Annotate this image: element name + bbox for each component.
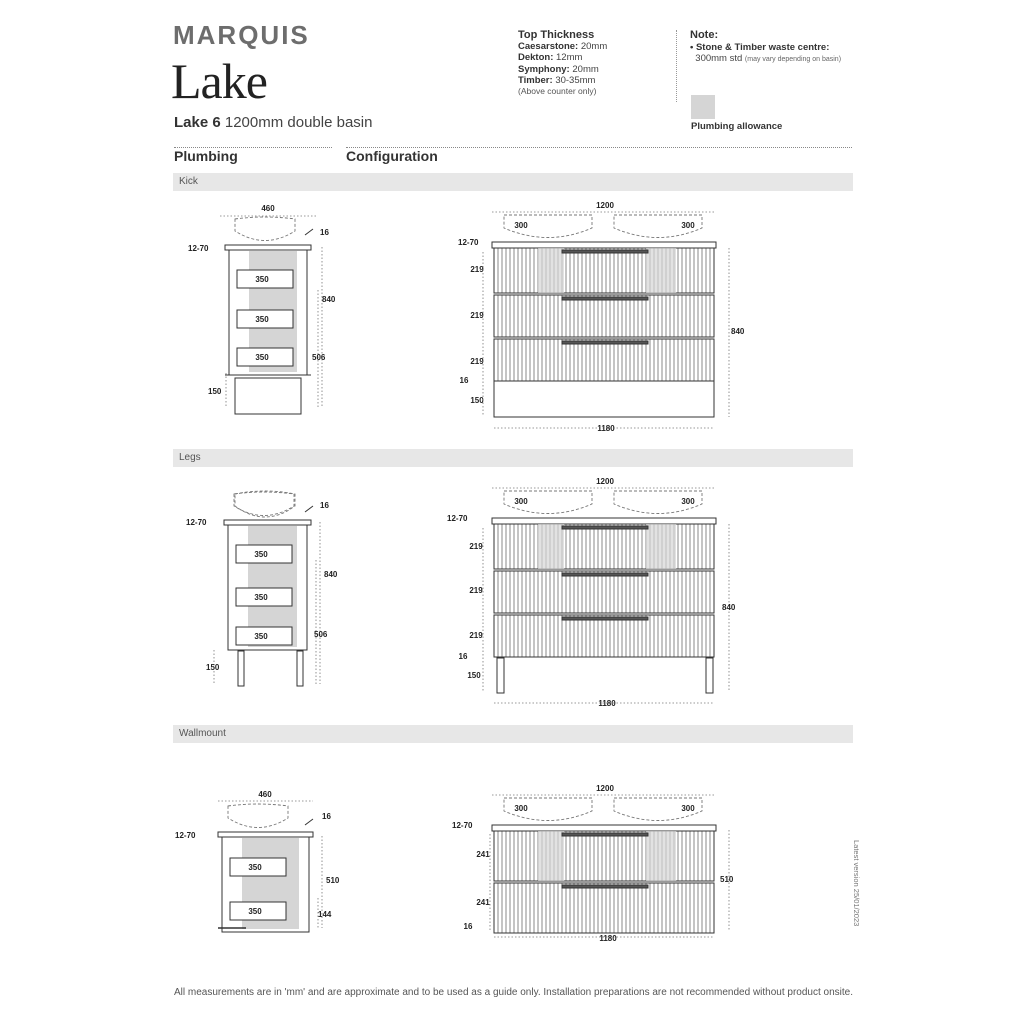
version-note: Latest version 25/01/2023 [852, 840, 861, 927]
drawer-height-label: 219 [470, 311, 484, 320]
drawer-front [494, 883, 714, 933]
height-label: 840 [324, 570, 338, 579]
top-range-label: 12-70 [175, 831, 196, 840]
kick-height-label: 150 [470, 396, 484, 405]
drawer-depth-label: 350 [255, 315, 269, 324]
plumbing-header: Plumbing [174, 148, 238, 164]
drawer-height-label: 241 [476, 850, 490, 859]
depth-label: 460 [261, 204, 275, 213]
kick-plinth [494, 381, 714, 417]
leg [297, 651, 303, 686]
model-name: Lake 6 [174, 114, 221, 131]
product-title: Lake [171, 53, 267, 109]
top-thickness-row: Dekton: 12mm [518, 52, 583, 64]
drawer-handle [562, 573, 648, 576]
drawer-depth-label: 350 [248, 863, 262, 872]
benchtop [224, 520, 311, 525]
top-label: 16 [320, 228, 329, 237]
drawer-front [494, 295, 714, 337]
inner-height-label: 506 [314, 630, 328, 639]
drawer-height-label: 219 [469, 542, 483, 551]
drawer-depth-label: 350 [254, 550, 268, 559]
top-range-label: 12-70 [186, 518, 207, 527]
basin-outline [234, 492, 294, 516]
footer-disclaimer: All measurements are in 'mm' and are approximate and to be used as a guide only. Installation preparations are not recommended without product onsite. [174, 987, 854, 998]
plumbing-allowance [646, 248, 676, 293]
drawer-depth-label: 350 [254, 632, 268, 641]
height-label: 840 [322, 295, 336, 304]
drawer-height-label: 219 [469, 631, 483, 640]
drawer-handle [562, 297, 648, 300]
plumbing-allowance [538, 248, 564, 293]
top-thickness-heading: Top Thickness [518, 29, 595, 41]
drawer-front [494, 248, 714, 293]
benchtop [492, 825, 716, 831]
section-label: Legs [179, 452, 201, 463]
drawer-depth-label: 350 [254, 593, 268, 602]
width-body-label: 1180 [598, 699, 616, 708]
top-label: 16 [322, 812, 331, 821]
drawer-handle [562, 341, 648, 344]
model-desc: 1200mm double basin [224, 114, 373, 131]
plumbing-legend-label: Plumbing allowance [691, 121, 783, 132]
leg [497, 658, 504, 693]
drawer-depth-label: 350 [255, 275, 269, 284]
basin-outline [235, 217, 295, 241]
kick-plinth [235, 378, 301, 414]
benchtop [492, 518, 716, 524]
waste-centre-label: 300 [681, 804, 695, 813]
benchtop [225, 245, 311, 250]
top-thickness-row: Symphony: 20mm [518, 63, 599, 75]
top-range-label: 12-70 [447, 514, 468, 523]
waste-centre-label: 300 [514, 497, 528, 506]
height-label: 840 [722, 603, 736, 612]
base-label: 16 [459, 376, 469, 385]
drawer-handle [562, 833, 648, 836]
note-heading: Note: [690, 29, 719, 41]
leg [238, 651, 244, 686]
drawer-handle [562, 617, 648, 620]
depth-label: 460 [258, 790, 272, 799]
drawer-front [494, 615, 714, 657]
drawer-front [494, 831, 714, 881]
leg-height-label: 150 [467, 671, 481, 680]
leg-height-label: 150 [206, 663, 220, 672]
width-body-label: 1180 [599, 934, 617, 943]
waste-centre-label: 300 [514, 804, 528, 813]
drawer-handle [562, 250, 648, 253]
plumbing-allowance [538, 831, 564, 881]
brand-logo: MARQUIS [173, 20, 310, 50]
base-label: 16 [463, 922, 473, 931]
drawer-handle [562, 526, 648, 529]
width-top-label: 1200 [596, 477, 614, 486]
section-label: Kick [179, 176, 198, 187]
drawer-depth-label: 350 [255, 353, 269, 362]
plumbing-allowance [646, 524, 676, 569]
height-label: 840 [731, 327, 745, 336]
bottom-clearance-label: 144 [318, 910, 332, 919]
drawer-depth-label: 350 [248, 907, 262, 916]
leader [305, 819, 313, 825]
plumbing-allowance [538, 524, 564, 569]
drawer-height-label: 219 [470, 357, 484, 366]
waste-centre-label: 300 [681, 497, 695, 506]
height-label: 510 [720, 875, 734, 884]
drawer-height-label: 241 [476, 898, 490, 907]
width-top-label: 1200 [596, 784, 614, 793]
drawer-front [494, 339, 714, 381]
leader [305, 506, 313, 512]
base-label: 16 [458, 652, 468, 661]
drawer-height-label: 219 [470, 265, 484, 274]
section-label: Wallmount [179, 728, 226, 739]
drawer-handle [562, 885, 648, 888]
inner-height-label: 506 [312, 353, 326, 362]
top-thickness-row: Timber: 30-35mm [518, 74, 596, 86]
width-body-label: 1180 [597, 424, 615, 433]
drawer-front [494, 571, 714, 613]
top-range-label: 12-70 [452, 821, 473, 830]
waste-centre-label: 300 [681, 221, 695, 230]
top-range-label: 12-70 [188, 244, 209, 253]
basin-outline [228, 804, 288, 828]
benchtop [218, 832, 313, 837]
benchtop [492, 242, 716, 248]
leader [305, 229, 313, 235]
top-thickness-row: Caesarstone: 20mm [518, 41, 608, 53]
kick-height-label: 150 [208, 387, 222, 396]
configuration-header: Configuration [346, 148, 438, 164]
drawer-height-label: 219 [469, 586, 483, 595]
basin-outline [235, 491, 295, 517]
height-label: 510 [326, 876, 340, 885]
note-line1: • Stone & Timber waste centre: [690, 41, 830, 53]
plumbing-allowance [646, 831, 676, 881]
top-label: 16 [320, 501, 329, 510]
note-line2: 300mm std (may vary depending on basin) [695, 53, 842, 64]
width-top-label: 1200 [596, 201, 614, 210]
waste-centre-label: 300 [514, 221, 528, 230]
top-range-label: 12-70 [458, 238, 479, 247]
drawer-front [494, 524, 714, 569]
top-thickness-footnote: (Above counter only) [518, 86, 597, 97]
leg [706, 658, 713, 693]
